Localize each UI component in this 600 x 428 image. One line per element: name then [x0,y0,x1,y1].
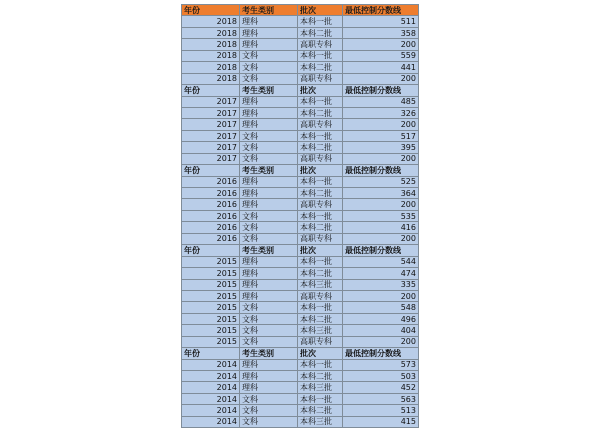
score-cell: 364 [343,188,419,199]
table-row [182,382,419,393]
header-cell-batch: 批次 [298,85,343,96]
score-cell: 200 [343,153,419,164]
year-cell: 2018 [182,62,240,73]
header-cell-min-score: 最低控制分数线 [343,5,419,16]
header-cell-batch: 批次 [298,5,343,16]
header-cell-batch: 批次 [298,165,343,176]
category-cell: 文科 [240,405,298,416]
header-cell-min-score: 最低控制分数线 [343,165,419,176]
table-header-row [182,5,419,16]
year-cell: 2015 [182,256,240,267]
header-cell-batch: 批次 [298,348,343,359]
score-cell: 511 [343,16,419,27]
batch-cell: 本科二批 [298,27,343,38]
score-cell: 525 [343,176,419,187]
score-cell: 200 [343,199,419,210]
batch-cell: 本科二批 [298,188,343,199]
score-cell: 200 [343,39,419,50]
year-cell: 2015 [182,279,240,290]
batch-cell: 本科一批 [298,256,343,267]
header-cell-category: 考生类别 [240,85,298,96]
category-cell: 文科 [240,393,298,404]
score-cell: 335 [343,279,419,290]
year-cell: 2016 [182,222,240,233]
table-row [182,359,419,370]
score-cell: 474 [343,268,419,279]
category-cell: 理科 [240,382,298,393]
category-cell: 文科 [240,210,298,221]
table-row [182,107,419,118]
category-cell: 文科 [240,313,298,324]
table-row [182,336,419,347]
category-cell: 理科 [240,188,298,199]
year-cell: 2015 [182,302,240,313]
year-cell: 2016 [182,176,240,187]
category-cell: 理科 [240,176,298,187]
category-cell: 理科 [240,119,298,130]
year-cell: 2014 [182,371,240,382]
batch-cell: 本科二批 [298,371,343,382]
year-cell: 2017 [182,130,240,141]
score-cell: 415 [343,416,419,427]
year-cell: 2017 [182,119,240,130]
table-header-row [182,348,419,359]
score-cell: 200 [343,290,419,301]
score-cell: 441 [343,62,419,73]
year-cell: 2016 [182,199,240,210]
batch-cell: 本科二批 [298,222,343,233]
batch-cell: 高职专科 [298,39,343,50]
table-row [182,62,419,73]
batch-cell: 高职专科 [298,233,343,244]
header-cell-year: 年份 [182,5,240,16]
batch-cell: 高职专科 [298,199,343,210]
batch-cell: 本科一批 [298,50,343,61]
category-cell: 文科 [240,130,298,141]
table-row [182,222,419,233]
year-cell: 2017 [182,153,240,164]
category-cell: 文科 [240,222,298,233]
year-cell: 2018 [182,39,240,50]
year-cell: 2014 [182,359,240,370]
table-row [182,119,419,130]
batch-cell: 本科一批 [298,176,343,187]
table-row [182,130,419,141]
category-cell: 文科 [240,142,298,153]
score-cell: 358 [343,27,419,38]
table-row [182,279,419,290]
batch-cell: 高职专科 [298,119,343,130]
year-cell: 2018 [182,50,240,61]
year-cell: 2015 [182,268,240,279]
category-cell: 文科 [240,336,298,347]
year-cell: 2018 [182,16,240,27]
table-row [182,325,419,336]
category-cell: 理科 [240,27,298,38]
batch-cell: 高职专科 [298,290,343,301]
year-cell: 2018 [182,27,240,38]
year-cell: 2014 [182,393,240,404]
table-row [182,393,419,404]
table-row [182,371,419,382]
category-cell: 理科 [240,256,298,267]
batch-cell: 高职专科 [298,73,343,84]
year-cell: 2016 [182,233,240,244]
score-cell: 517 [343,130,419,141]
header-cell-batch: 批次 [298,245,343,256]
score-cell: 200 [343,233,419,244]
batch-cell: 本科二批 [298,142,343,153]
score-cell: 485 [343,96,419,107]
category-cell: 理科 [240,279,298,290]
table-row [182,416,419,427]
table-row [182,73,419,84]
batch-cell: 本科三批 [298,325,343,336]
category-cell: 文科 [240,302,298,313]
score-cell: 200 [343,336,419,347]
category-cell: 文科 [240,153,298,164]
table-row [182,199,419,210]
table-row [182,290,419,301]
batch-cell: 本科三批 [298,279,343,290]
category-cell: 理科 [240,107,298,118]
score-cell: 326 [343,107,419,118]
table-row [182,210,419,221]
year-cell: 2016 [182,210,240,221]
category-cell: 理科 [240,268,298,279]
score-cell: 548 [343,302,419,313]
header-cell-category: 考生类别 [240,245,298,256]
score-cell: 573 [343,359,419,370]
header-cell-min-score: 最低控制分数线 [343,85,419,96]
year-cell: 2017 [182,142,240,153]
year-cell: 2015 [182,325,240,336]
batch-cell: 本科二批 [298,62,343,73]
table-row [182,50,419,61]
table-row [182,153,419,164]
header-cell-min-score: 最低控制分数线 [343,348,419,359]
batch-cell: 本科二批 [298,268,343,279]
table-row [182,39,419,50]
table-header-row [182,85,419,96]
batch-cell: 本科一批 [298,302,343,313]
batch-cell: 本科一批 [298,130,343,141]
batch-cell: 本科一批 [298,96,343,107]
year-cell: 2015 [182,290,240,301]
score-cell: 496 [343,313,419,324]
year-cell: 2016 [182,188,240,199]
score-cell: 513 [343,405,419,416]
batch-cell: 本科三批 [298,416,343,427]
table-header-row [182,245,419,256]
header-cell-year: 年份 [182,165,240,176]
table-header-row [182,165,419,176]
score-cell: 200 [343,73,419,84]
score-cell: 559 [343,50,419,61]
table-row [182,27,419,38]
category-cell: 理科 [240,16,298,27]
category-cell: 理科 [240,290,298,301]
batch-cell: 本科二批 [298,107,343,118]
header-cell-year: 年份 [182,85,240,96]
batch-cell: 本科三批 [298,382,343,393]
table-row [182,268,419,279]
batch-cell: 高职专科 [298,153,343,164]
header-cell-year: 年份 [182,348,240,359]
batch-cell: 本科一批 [298,393,343,404]
category-cell: 理科 [240,359,298,370]
category-cell: 文科 [240,73,298,84]
header-cell-category: 考生类别 [240,5,298,16]
score-table-sheet [181,4,418,428]
year-cell: 2015 [182,313,240,324]
year-cell: 2014 [182,382,240,393]
year-cell: 2017 [182,96,240,107]
score-cell: 535 [343,210,419,221]
year-cell: 2015 [182,336,240,347]
score-cell: 395 [343,142,419,153]
batch-cell: 本科一批 [298,359,343,370]
table-row [182,96,419,107]
year-cell: 2014 [182,405,240,416]
table-row [182,405,419,416]
table-row [182,176,419,187]
header-cell-min-score: 最低控制分数线 [343,245,419,256]
score-cell: 200 [343,119,419,130]
score-cell: 404 [343,325,419,336]
category-cell: 理科 [240,39,298,50]
batch-cell: 本科一批 [298,210,343,221]
batch-cell: 本科二批 [298,313,343,324]
category-cell: 文科 [240,416,298,427]
batch-cell: 本科二批 [298,405,343,416]
table-row [182,142,419,153]
score-cell: 416 [343,222,419,233]
year-cell: 2014 [182,416,240,427]
table-row [182,233,419,244]
score-cell: 452 [343,382,419,393]
table-row [182,302,419,313]
category-cell: 文科 [240,50,298,61]
batch-cell: 本科一批 [298,16,343,27]
score-cell: 503 [343,371,419,382]
category-cell: 文科 [240,325,298,336]
category-cell: 理科 [240,199,298,210]
category-cell: 文科 [240,233,298,244]
admission-score-table [181,4,419,428]
category-cell: 理科 [240,371,298,382]
table-row [182,188,419,199]
header-cell-category: 考生类别 [240,165,298,176]
header-cell-category: 考生类别 [240,348,298,359]
table-row [182,16,419,27]
table-row [182,256,419,267]
header-cell-year: 年份 [182,245,240,256]
year-cell: 2017 [182,107,240,118]
table-row [182,313,419,324]
score-cell: 544 [343,256,419,267]
batch-cell: 高职专科 [298,336,343,347]
score-cell: 563 [343,393,419,404]
category-cell: 理科 [240,96,298,107]
year-cell: 2018 [182,73,240,84]
category-cell: 文科 [240,62,298,73]
